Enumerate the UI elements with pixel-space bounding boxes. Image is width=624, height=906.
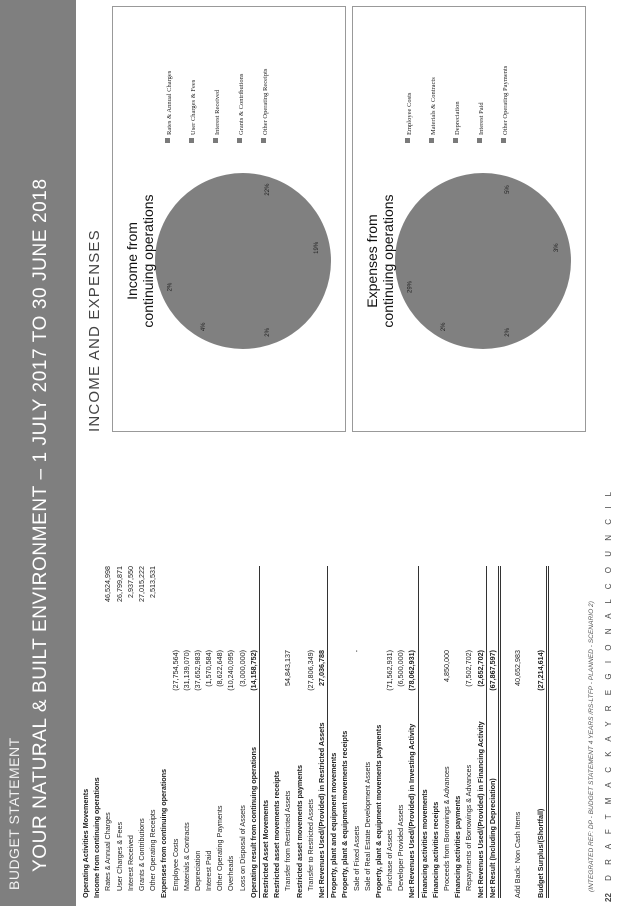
income-amount-cell: 26,799,871 [114, 566, 124, 602]
table-row [80, 566, 91, 898]
table-row [136, 566, 147, 898]
row-label: Property, plant and equipment movements [329, 752, 339, 898]
income-pie-chart [113, 7, 345, 431]
row-label: Depreciation [192, 850, 202, 891]
table-row [125, 566, 136, 898]
amount-cell: (67,867,597) [487, 650, 497, 691]
row-label: Proceeds from Borrowings & Advances [442, 766, 451, 891]
table-row [501, 566, 512, 898]
row-label: Net Revenues Used/(Provided) in Restricted Assets [316, 722, 326, 898]
chart-title: Expenses fromcontinuing operations [364, 194, 396, 328]
row-label: Operating Activities Movements [81, 788, 90, 898]
row-label: Financing activities payments [453, 795, 463, 898]
row-label: Financing activities movements [419, 789, 429, 898]
row-label: Net Revenues Used/(Provided) in Investing Activity [407, 723, 417, 898]
table-row [102, 566, 113, 898]
row-label: Overheads [226, 855, 236, 891]
legend-entry: Interest Received [214, 89, 221, 135]
income-amount-cell: 46,524,998 [103, 566, 113, 602]
row-label: Interest Paid [204, 850, 214, 891]
table-row [475, 566, 487, 898]
row-label: Grants & Contributions [136, 818, 146, 891]
amount-cell: 4,850,000 [442, 650, 451, 682]
legend-entry: Interest Paid [478, 102, 485, 135]
amount-cell: 40,652,983 [513, 650, 523, 686]
amount-cell: (2,652,702) [475, 650, 485, 687]
row-label: Income from continuing operations [92, 777, 102, 898]
slice-label: 29% [407, 280, 414, 294]
row-label: Employee Costs [170, 838, 180, 891]
legend-entry: Rates & Annual Charges [166, 70, 173, 135]
table-row [384, 566, 395, 898]
expenses-pie-chart [353, 7, 585, 431]
table-row [362, 566, 373, 898]
legend-swatch [477, 138, 482, 143]
table-row [305, 566, 316, 898]
table-row [395, 566, 406, 898]
table-row [294, 566, 305, 898]
table-row [339, 566, 350, 898]
legend-entry: Materials & Contracts [430, 77, 437, 135]
table-row [452, 566, 463, 898]
amount-cell: (14,158,752) [248, 650, 258, 691]
integrated-reference-note: (INTEGRATED REF: DP - BUDGET STATEMENT 4 YEARS /RS-LTFP - PLANNED - SCENARIO 2) [588, 601, 595, 892]
table-row [147, 566, 158, 898]
table-row [316, 566, 328, 898]
footer-text: D R A F T M A C K A Y R E G I O N A L C O U N C I L [604, 487, 613, 881]
table-row [441, 566, 452, 898]
row-label: Net Result (Including Depreciation) [487, 778, 497, 898]
table-row [158, 566, 169, 898]
legend-swatch [213, 138, 218, 143]
table-row [419, 566, 430, 898]
legend-swatch [165, 138, 170, 143]
income-amount-cell: 27,015,222 [136, 566, 146, 602]
row-label: Property, plant & equipment movements receipts [340, 730, 350, 898]
legend-swatch [405, 138, 410, 143]
slice-label: 2% [264, 328, 271, 337]
row-label: Restricted asset movements payments [294, 764, 304, 898]
row-label: Transfer to Restricted Assets [305, 798, 315, 891]
income-amount-cell: 2,937,550 [125, 566, 135, 598]
legend-entry: Depreciation [454, 101, 461, 135]
legend-swatch [189, 138, 194, 143]
row-label: Financing activities receipts [430, 801, 440, 898]
table-row [406, 566, 418, 898]
table-row [282, 566, 293, 898]
slice-label: 22% [264, 183, 271, 196]
amount-cell: (37,652,983) [192, 650, 202, 691]
legend-swatch [261, 138, 266, 143]
table-row [373, 566, 384, 898]
legend-swatch [237, 138, 242, 143]
pie-slice [155, 173, 331, 349]
row-label: Other Operating Receipts [148, 809, 158, 891]
pie-slice [395, 173, 571, 349]
amount-cell: (27,754,564) [170, 650, 180, 691]
table-row [170, 566, 181, 898]
row-label: Restricted asset movements receipts [272, 770, 282, 898]
amount-cell: (6,500,000) [396, 650, 406, 687]
amount-cell: (3,000,000) [237, 650, 247, 687]
amount-cell: (31,139,070) [181, 650, 191, 691]
amount-cell: 54,843,137 [283, 650, 293, 686]
table-row [225, 566, 236, 898]
table-row [523, 566, 534, 898]
legend-swatch [501, 138, 506, 143]
amount-cell: (71,562,931) [385, 650, 395, 691]
row-label: Restricted Asset Movements [261, 800, 270, 898]
amount-cell: (1,570,584) [204, 650, 214, 687]
legend-entry: Other Operating Receipts [262, 68, 269, 135]
table-row [114, 566, 125, 898]
row-label: Repayments of Borrowings & Advances [464, 764, 474, 891]
row-label: Interest Received [125, 835, 135, 891]
amount-cell: - [351, 650, 361, 653]
page-title: YOUR NATURAL & BUILT ENVIRONMENT – 1 JULY 2017 TO 30 JUNE 2018 [30, 178, 51, 872]
legend-entry: Other Operating Payments [502, 65, 509, 135]
row-label: Net Revenues Used/(Provided) in Financing Activity [475, 721, 485, 898]
row-label: Loss on Disposal of Assets [237, 805, 247, 891]
row-label: Materials & Contracts [181, 822, 191, 891]
income-amount-cell: 2,513,531 [148, 566, 158, 598]
table-row [192, 566, 203, 898]
table-row [181, 566, 192, 898]
amount-cell: 27,036,788 [316, 650, 326, 686]
amount-cell: (10,240,095) [226, 650, 236, 691]
slice-label: 2% [167, 282, 174, 292]
table-row [203, 566, 214, 898]
slice-label: 4% [201, 322, 207, 332]
legend-swatch [453, 138, 458, 143]
income-expenses-heading: INCOME AND EXPENSES [86, 229, 103, 432]
row-label: Property, plant & equipment movements payments [373, 724, 383, 898]
table-row [214, 566, 225, 898]
page-subtitle: BUDGET STATEMENT [6, 737, 22, 890]
row-label: Transfer from Restricted Assets [283, 790, 293, 891]
legend-entry: User Charges & Fees [190, 79, 197, 135]
row-label: Sale of Real Estate Development Assets [362, 761, 372, 891]
table-row [351, 566, 362, 898]
table-row [535, 566, 549, 898]
slice-label: 19% [313, 241, 320, 254]
row-label: Expenses from continuing operations [159, 769, 169, 898]
amount-cell: (78,062,931) [407, 650, 417, 691]
table-row [91, 566, 102, 898]
row-label: Operating result from continuing operations [248, 747, 258, 898]
legend-swatch [429, 138, 434, 143]
row-label: Add Back: Non Cash Items [513, 811, 523, 898]
table-row [248, 566, 260, 898]
table-row [271, 566, 282, 898]
expenses-chart-panel [352, 6, 586, 432]
page-footer [604, 488, 613, 902]
slice-label: 3% [553, 243, 560, 253]
slice-label: 5% [504, 185, 511, 194]
table-row [237, 566, 248, 898]
row-label: User Charges & Fees [114, 821, 124, 891]
header-band [0, 0, 76, 906]
page-number: 22 [604, 893, 613, 902]
legend-entry: Employee Costs [406, 92, 413, 135]
amount-cell: (8,622,648) [215, 650, 225, 687]
amount-cell: (27,806,349) [305, 650, 315, 691]
slice-label: 2% [504, 328, 511, 337]
table-row [512, 566, 523, 898]
row-label: Budget Surplus/(Shortfall) [535, 808, 545, 898]
row-label: Developer Provided Assets [396, 804, 406, 891]
row-label: Sale of Fixed Assets [351, 825, 361, 891]
row-label: Other Operating Payments [215, 805, 225, 891]
slice-label: 2% [441, 322, 447, 332]
amount-cell: (27,214,614) [535, 650, 545, 691]
table-row [328, 566, 339, 898]
table-row [487, 566, 501, 898]
budget-table [80, 566, 549, 898]
row-label: Rates & Annual Charges [103, 812, 113, 891]
table-row [260, 566, 271, 898]
legend-entry: Grants & Contributions [238, 73, 245, 135]
income-chart-panel [112, 6, 346, 432]
amount-cell: (7,502,702) [464, 650, 474, 687]
row-label: Purchase of Assets [385, 829, 395, 891]
chart-title: Income fromcontinuing operations [124, 194, 156, 328]
table-row [463, 566, 474, 898]
table-row [430, 566, 441, 898]
